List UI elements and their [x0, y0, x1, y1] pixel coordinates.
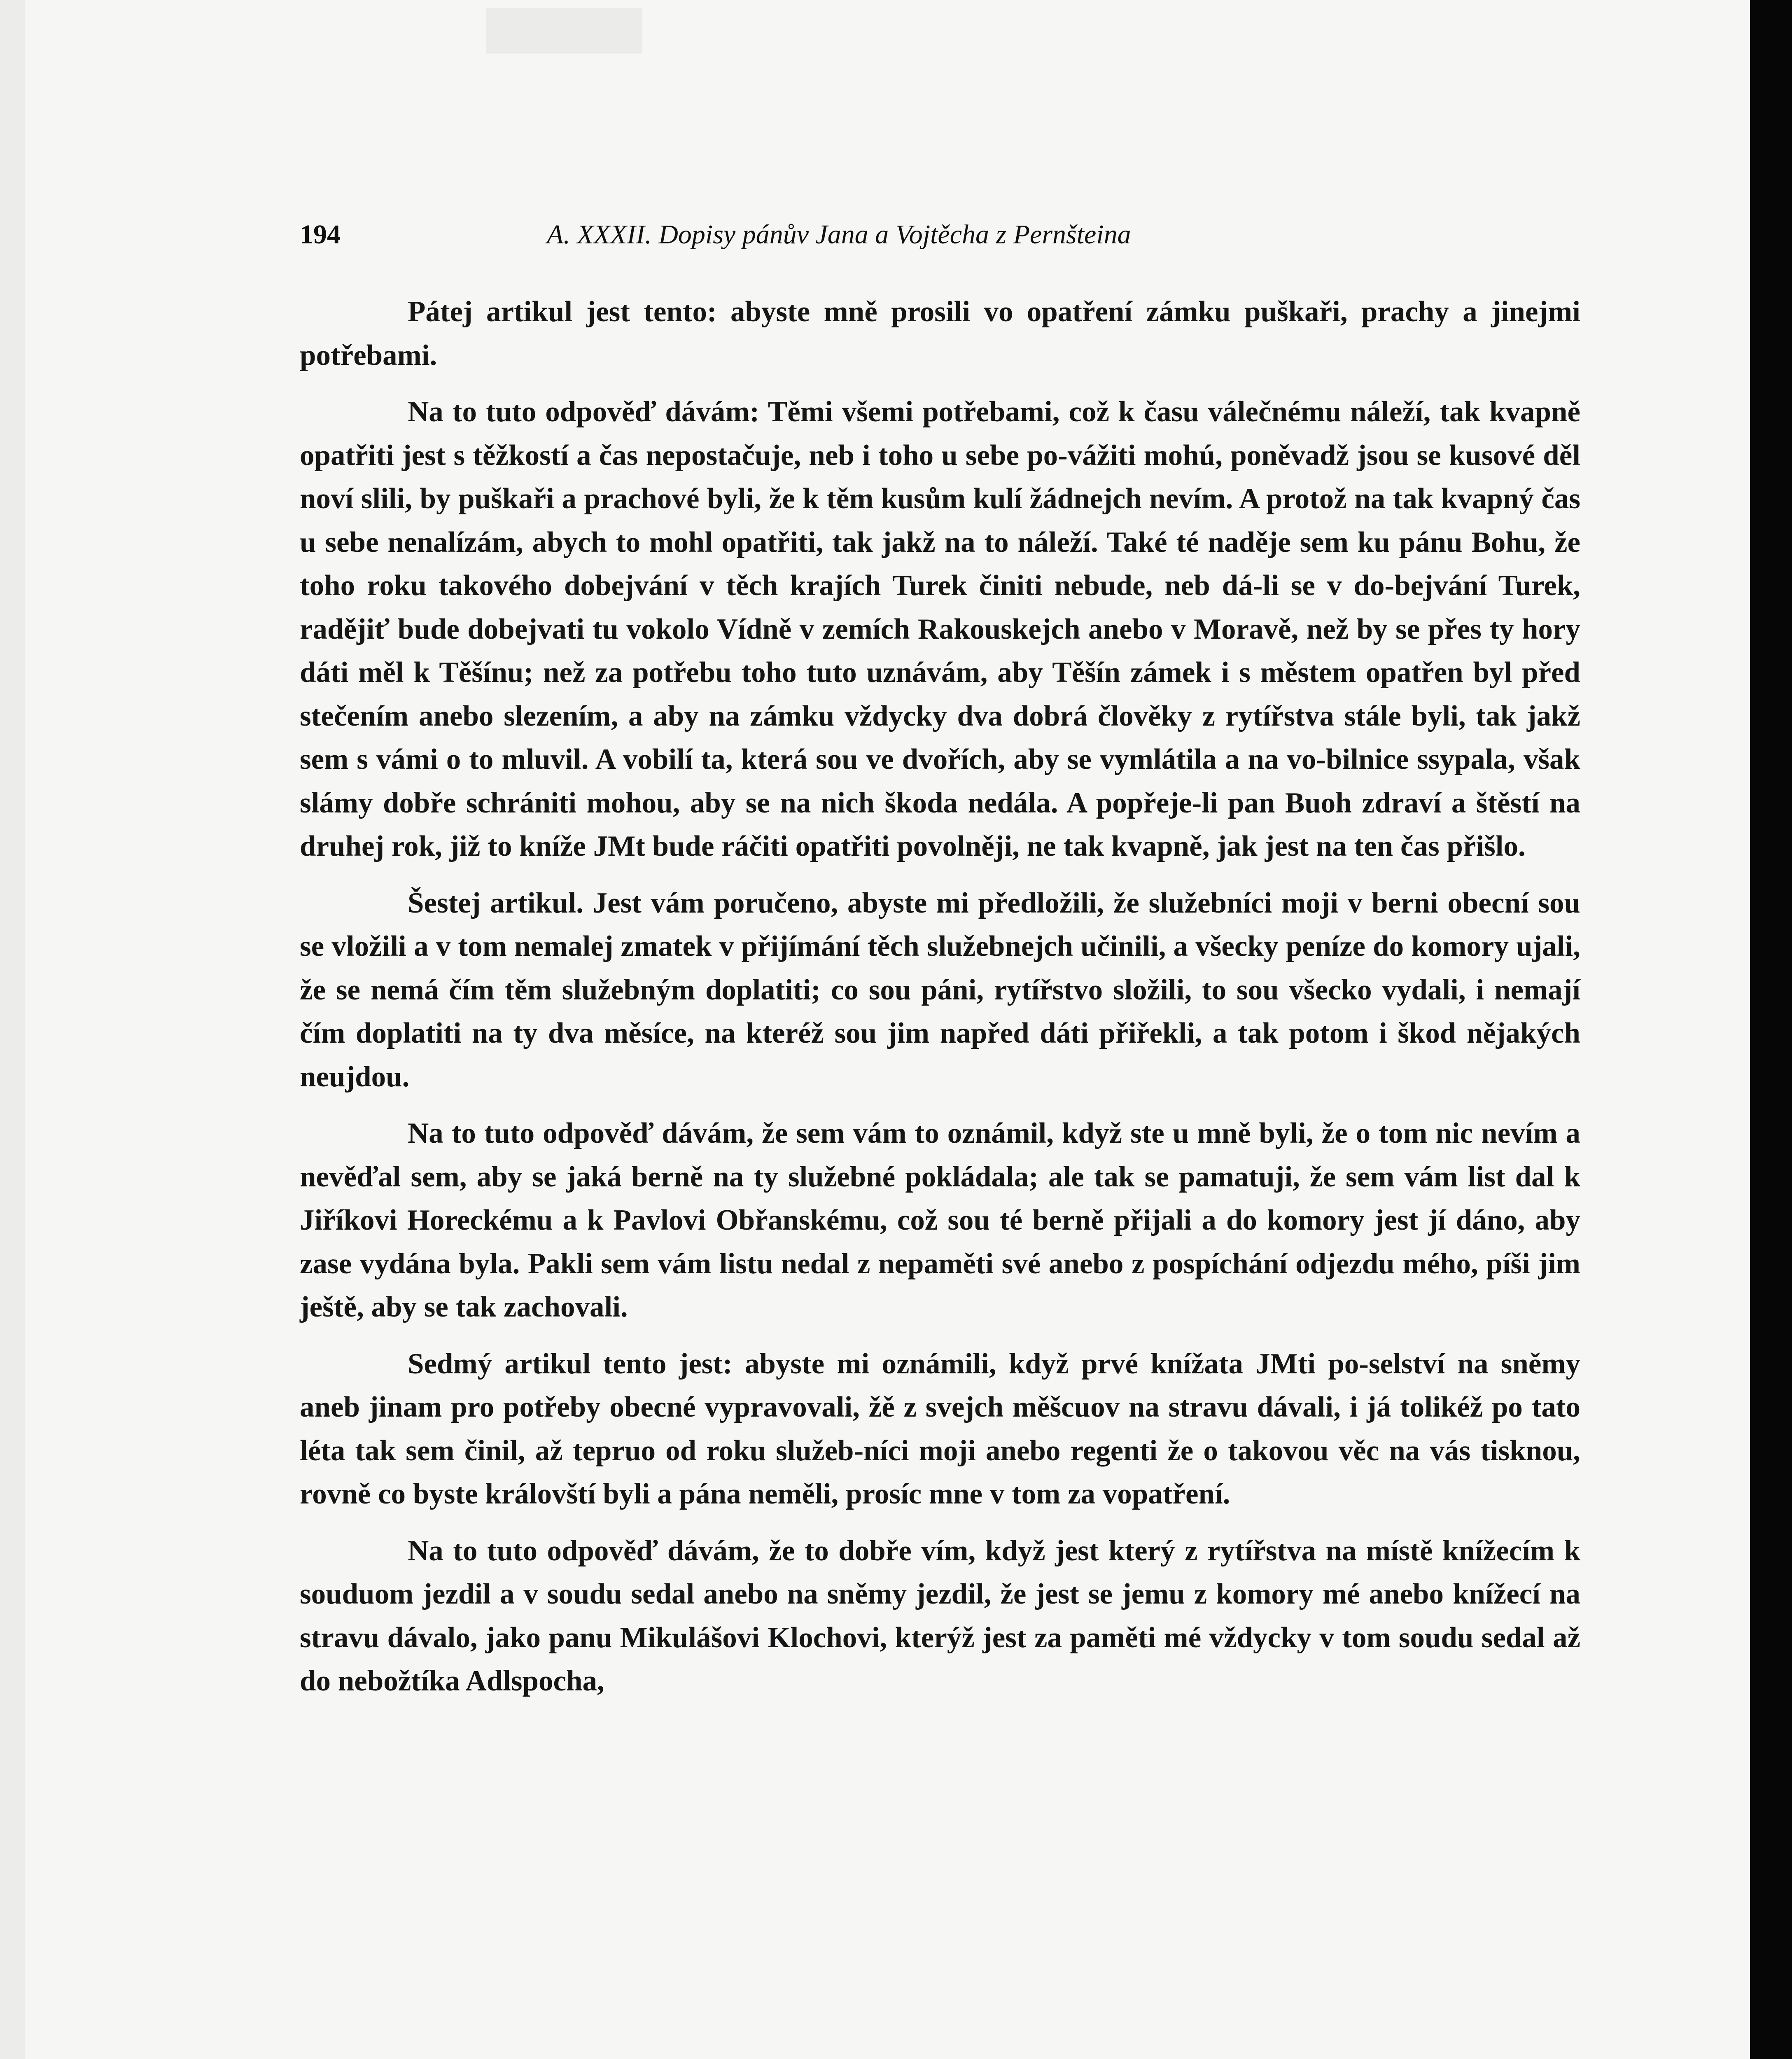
- paragraph: Šestej artikul. Jest vám poručeno, abyste mi předložili, že služebníci moji v berni obecní sou se vložili a v tom nemalej zmatek v přijímání těch služebnejch učinili, a všecky peníze do komory ujali, že se nemá čím těm služebným doplatiti; co sou páni, rytířstvo složili, to sou všecko vydali, i nemají čím doplatiti na ty dva měsíce, na kteréž sou jim napřed dáti přiřekli, a tak potom i škod nějakých neujdou.: [300, 887, 1580, 1093]
- scan-smudge: [486, 8, 642, 54]
- paragraph: Pátej artikul jest tento: abyste mně prosili vo opatření zámku puškaři, prachy a jinejmi potřebami.: [300, 296, 1580, 371]
- page-number: 194: [300, 219, 341, 250]
- body-text: [300, 290, 1580, 1716]
- running-head: [300, 212, 1580, 257]
- paragraph: Sedmý artikul tento jest: abyste mi oznámili, když prvé knížata JMti po-selství na sněmy aneb jinam pro potřeby obecné vypravovali, žě z svejch měšcuov na stravu dávali, i já tolikéž po tato léta tak sem činil, až tepruo od roku služeb-níci moji anebo regenti že o takovou věc na vás tisknou, rovně co byste královští byli a pána neměli, prosíc mne v tom za vopatření.: [300, 1347, 1580, 1510]
- paragraph: Na to tuto odpověď dávám: Těmi všemi potřebami, což k času válečnému náleží, tak kvapně opatřiti jest s těžkostí a čas nepostačuje, neb i toho u sebe po-vážiti mohú, poněvadž jsou se kusové děl noví slili, by puškaři a prachové byli, že k těm kusům kulí žádnejch nevím. A protož na tak kvapný čas u sebe nenalízám, abych to mohl opatřiti, tak jakž na to náleží. Také té naděje sem ku pánu Bohu, že toho roku takového dobejvání v těch krajích Turek činiti nebude, neb dá-li se v do-bejvání Turek, radějiť bude dobejvati tu vokolo Vídně v zemích Rakouskejch anebo v Moravě, než by se přes ty hory dáti měl k Těšínu; než za potřebu toho tuto uznávám, aby Těšín zámek i s městem opatřen byl před stečením anebo slezením, a aby na zámku vždycky dva dobrá člověky z rytířstva stále byli, tak jakž sem s vámi o to mluvil. A vobilí ta, která sou ve dvořích, aby se vymlátila a na vo-bilnice ssypala, však slámy dobře schrániti mohou, aby se na nich škoda nedála. A popřeje-li pan Buoh zdraví a štěstí na druhej rok, již to kníže JMt bude ráčiti opatřiti povolněji, ne tak kvapně, jak jest na ten čas přišlo.: [300, 396, 1580, 862]
- header-title: A. XXXII. Dopisy pánův Jana a Vojtěcha z Pernšteina: [547, 219, 1131, 250]
- paragraph: Na to tuto odpověď dávám, že sem vám to oznámil, když ste u mně byli, že o tom nic nevím a nevěďal sem, aby se jaká berně na ty služebné pokládala; ale tak se pamatuji, že sem vám list dal k Jiříkovi Horeckému a k Pavlovi Obřanskému, což sou té berně přijali a do komory jest jí dáno, aby zase vydána byla. Pakli sem vám listu nedal z nepaměti své anebo z pospíchání odjezdu mého, píši jim ještě, aby se tak zachovali.: [300, 1117, 1580, 1323]
- paragraph: Na to tuto odpověď dávám, že to dobře vím, když jest který z rytířstva na místě knížecím k souduom jezdil a v soudu sedal anebo na sněmy jezdil, že jest se jemu z komory mé anebo knížecí na stravu dávalo, jako panu Mikulášovi Klochovi, kterýž jest za paměti mé vždycky v tom soudu sedal až do nebožtíka Adlspocha,: [300, 1534, 1580, 1697]
- scan-smudge: [0, 0, 25, 2059]
- scan-border: [1750, 0, 1792, 2059]
